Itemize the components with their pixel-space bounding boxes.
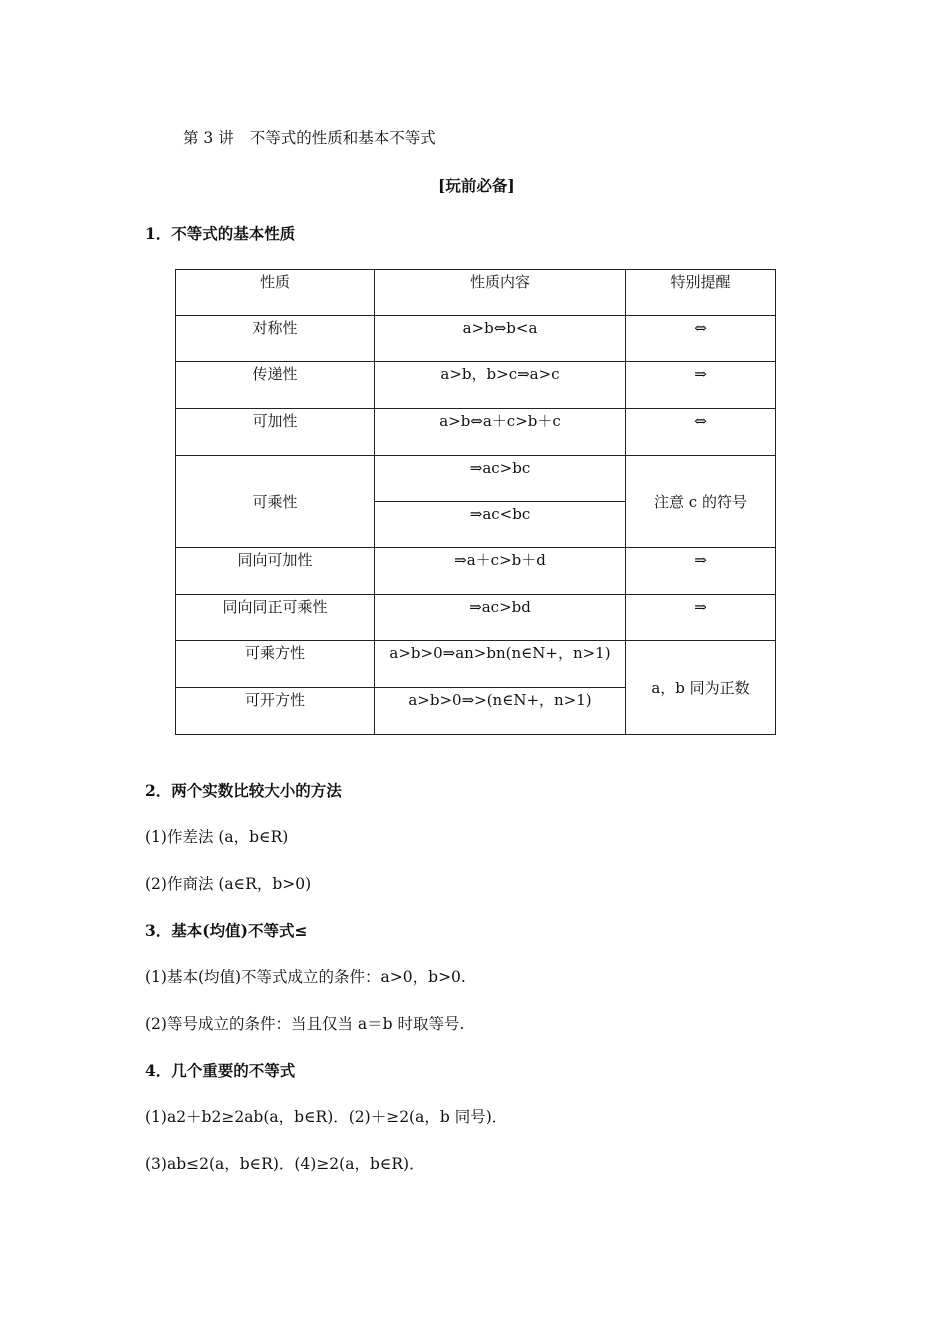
property-content: a>b>0⇒an>bn(n∈N+，n>1) [375, 641, 626, 688]
section-2-heading: 2．两个实数比较大小的方法 [145, 781, 342, 800]
property-name: 对称性 [176, 316, 375, 362]
basic-condition-1: (1)基本(均值)不等式成立的条件：a>0，b>0. [145, 968, 466, 986]
table-header-row [176, 270, 776, 316]
property-content: ⇒a＋c>b＋d [375, 548, 626, 595]
table-row [176, 456, 776, 502]
property-content: ⇒ac>bc [375, 456, 626, 502]
chapter-label: 第 3 讲 [183, 129, 234, 147]
chapter-title: 不等式的性质和基本不等式 [249, 129, 436, 147]
important-inequalities-2: (3)ab≤2(a，b∈R)．(4)≥2(a，b∈R)． [145, 1155, 425, 1173]
property-note: a，b 同为正数 [626, 641, 776, 735]
intro-heading: [玩前必备] [438, 176, 515, 195]
table-row [176, 641, 776, 688]
property-name: 可乘性 [176, 456, 375, 548]
compare-method-1: (1)作差法 (a，b∈R) [145, 828, 289, 846]
basic-condition-2: (2)等号成立的条件：当且仅当 a＝b 时取等号. [145, 1015, 465, 1033]
property-content: a>b⇔b<a [375, 316, 626, 362]
property-note: 注意 c 的符号 [626, 456, 776, 548]
important-inequalities-1: (1)a2＋b2≥2ab(a，b∈R)．(2)＋≥2(a，b 同号)． [145, 1108, 508, 1126]
property-content: ⇒ac<bc [375, 502, 626, 548]
property-content: a>b，b>c⇒a>c [375, 362, 626, 409]
property-note: ⇒ [626, 362, 776, 409]
header-cell: 特别提醒 [626, 270, 776, 316]
properties-table [175, 269, 776, 735]
header-cell: 性质 [176, 270, 375, 316]
property-name: 传递性 [176, 362, 375, 409]
table-row [176, 362, 776, 409]
property-note: ⇔ [626, 316, 776, 362]
property-note: ⇔ [626, 409, 776, 456]
table-row [176, 409, 776, 456]
page-header [183, 128, 436, 148]
property-content: a>b⇔a＋c>b＋c [375, 409, 626, 456]
property-name: 可加性 [176, 409, 375, 456]
property-note: ⇒ [626, 548, 776, 595]
property-content: a>b>0⇒>(n∈N+，n>1) [375, 688, 626, 735]
section-4-heading: 4．几个重要的不等式 [145, 1061, 296, 1080]
property-name: 同向可加性 [176, 548, 375, 595]
compare-method-2: (2)作商法 (a∈R，b>0) [145, 875, 312, 893]
section-3-heading: 3．基本(均值)不等式≤ [145, 921, 308, 940]
section-1-heading: 1．不等式的基本性质 [145, 224, 296, 243]
header-cell: 性质内容 [375, 270, 626, 316]
property-note: ⇒ [626, 595, 776, 641]
property-name: 可乘方性 [176, 641, 375, 688]
property-name: 可开方性 [176, 688, 375, 735]
table-row [176, 548, 776, 595]
table-row [176, 316, 776, 362]
property-name: 同向同正可乘性 [176, 595, 375, 641]
property-content: ⇒ac>bd [375, 595, 626, 641]
table-row [176, 595, 776, 641]
